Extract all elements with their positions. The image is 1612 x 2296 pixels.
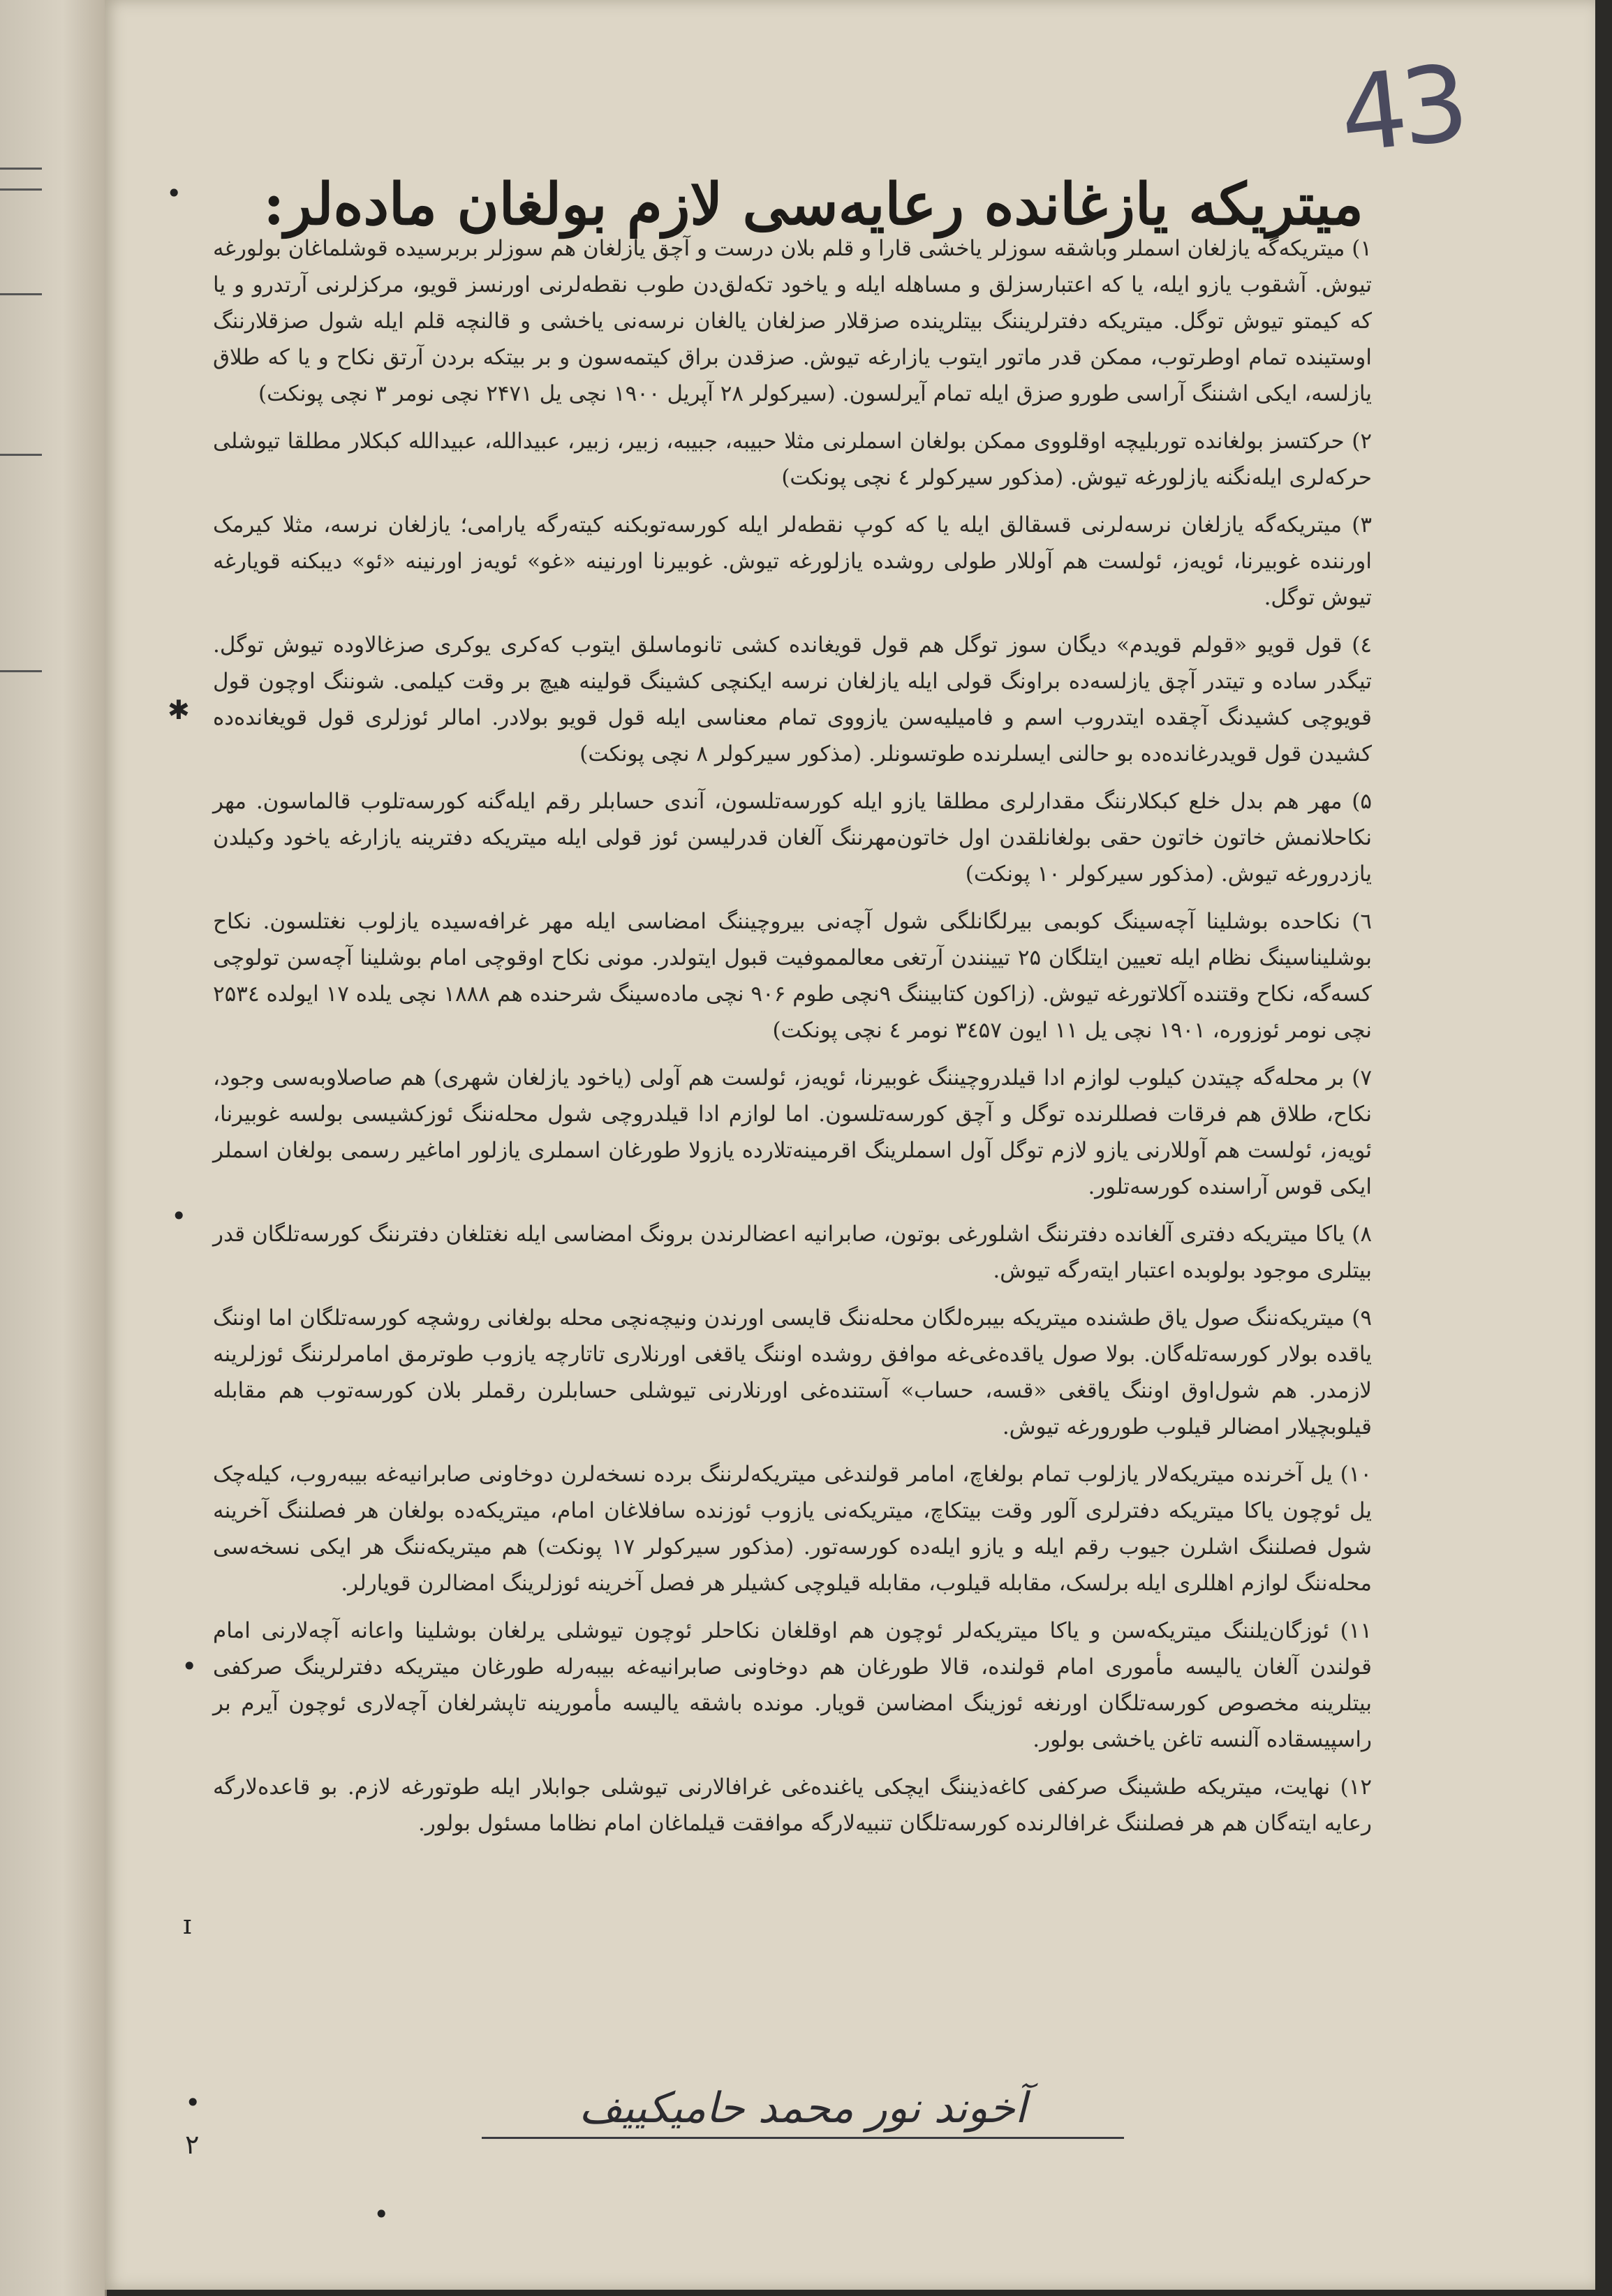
- strip-mark: [0, 168, 42, 170]
- paragraph-3: ۳) میتریکه‌گه یازلغان نرسه‌لرنی قسقالق ایله یا که کوپ نقطه‌لر ایله کورسه‌توبکنه کیته‌رگه یارامی؛ یازلغان نرسه، مثلا کیرمک اورننده غوبیرنا، ئویه‌ز، ئولست هم آوللار طولی روشده یازلورغه تیوش. غوبیرنا اورنینه «غو» ئویه‌ز اورنینه «ئو» دیبکنه قویارغه تیوش توگل.: [213, 512, 1372, 610]
- strip-mark: [0, 454, 42, 456]
- margin-mark: •: [374, 2199, 390, 2230]
- paragraph-11: ۱۱) ئوزگان‌یلننگ میتریکه‌سن و یا‌کا میتریکه‌لر ئوچون هم اوقلغان نکاحلر ئوچون تیوشلی یرلغان بوشلینا واعانه آچه‌لارنی امام قولندن آلغان یالیسه مأموری امام قولنده، قالا طورغان هم دوخاونی صابرانیه‌غه بیبه‌رله طورغان میتریکه دفترلرینگ صرکفی بیتلرینه مخصوص کورسه‌تلگان اورنغه ئوزینگ امضاسن قویار. مونده باشقه یالیسه مأمورینه تاپشرلغان آچه‌لاری ئوچون آیرم بر راسپیسقاده آلنسه تاغن یاخشی بولور.: [213, 1618, 1372, 1752]
- strip-mark: [0, 670, 42, 672]
- paragraph-5: ۵) مهر هم بدل خلع کبکلارننگ مقدارلری مطلقا یازو ایله کورسه‌تلسون، آندی حسابلر رقم ایله‌گنه کورسه‌تلوب قالماسون. مهر نکاحلانمش خاتون خاتون حقی بولغانلقدن اول خاتون‌مهرننگ آلغان قدرلیسن ئوز قولی ایله میتریکه دفترینه یازارغه یاخود وکیلدن یازدرورغه تیوش. (مذکور سیرکولر ۱۰ پونکت): [213, 789, 1372, 887]
- strip-mark: [0, 188, 42, 191]
- signature: آخوند نور محمد حامیکییف: [482, 2084, 1124, 2139]
- paragraph-4: ٤) قول قویو «قولم قویدم» دیگان سوز توگل هم قول قویغانده کشی تانوماسلق ایتوب که‌کری یوکری صزغالاوده تیوش توگل. تیگدر ساده و تیتدر آچق یازلسه‌ده براونگ قولی ایله یازلغان نرسه ایکنچی کشینگ قولینه هیچ بر وقت کیلمی. شوننگ اوچون قول قویوچی کشیدنگ آچقده ایتدروب اسم و فامیلیه‌سن یازووی تمام معناسی ایله قول قویو بولادر. امالر ئوزلری قول قویغانده‌ده کشیدن قول قویدرغانده‌ده بو حالنی ایسلرنده طوتسونلر. (مذکور سیرکولر ۸ نچی پونکت): [213, 632, 1372, 766]
- adjacent-page-strip: [0, 0, 107, 2296]
- document-body: [213, 230, 1372, 1853]
- margin-mark: ✱: [168, 695, 190, 725]
- margin-mark: •: [185, 2087, 201, 2118]
- margin-mark: •: [166, 178, 182, 209]
- paragraph-2: ۲) حرکتسز بولغانده توربلیچه اوقلووی ممکن بولغان اسملرنی مثلا حبیبه، جبیبه، زبیر، زبیر، عبیدالله، عبیدالله کبکلار مطلقا تیوشلی حرکه‌لری ایله‌نگنه یازلورغه تیوش. (مذکور سیرکولر ٤ نچی پونکت): [213, 429, 1372, 490]
- paragraph-8: ۸) یاکا میتریکه دفتری آلغانده دفترننگ اشلورغی بوتون، صابرانیه اعضالرندن برونگ امضاسی ایله نغتلغان دفترننگ کورسه‌تلگان قدر بیتلری موجود بولوبده اعتبار ایته‌رگه تیوش.: [213, 1222, 1372, 1283]
- document-heading: میتریکه یازغانده رعایه‌سی لازم بولغان ماده‌لر:: [263, 170, 1363, 238]
- strip-mark: [0, 293, 42, 295]
- document-page: [105, 0, 1595, 2290]
- margin-mark: •: [182, 1651, 198, 1682]
- paragraph-12: ۱۲) نهایت، میتریکه طشینگ صرکفی کاغه‌ذیننگ ایچکی یاغنده‌غی غرافالارنی تیوشلی جوابلار ایله طوتورغه لازم. بو قاعده‌لارگه رعایه ایته‌گان هم هر فصلننگ غرافالرنده کورسه‌تلگان تنبیه‌لارگه موافقت قیلماغان امام نظاما مسئول بولور.: [213, 1775, 1372, 1836]
- paragraph-9: ۹) میتریکه‌ننگ صول یاق طشنده میتریکه بیبره‌لگان محله‌ننگ قایسی اورندن ونیچه‌نچی محله بولغانی روشچه کورسه‌تلگان اما اوننگ یاقده بولار کورسه‌تله‌گان. بولا صول یاقده‌غی‌غه موافق روشده اوننگ یاقغی اورنلاری تاتارچه یازوب طوترمق امامرلرننگ ئوزلرینه لازمدر. هم شول‌اوق اوننگ یاقغی «قسه، حساب» آستنده‌غی اورنلارنی تیوشلی حسابلرن رقملر بلان کورسه‌توب هم مقابله قیلوبچیلار امضالر قیلوب طورورغه تیوش.: [213, 1305, 1372, 1439]
- paragraph-10: ۱۰) یل آخرنده میتریکه‌لار یازلوب تمام بولغاچ، امامر قولندغی میتریکه‌لرننگ برده نسخه‌لرن دوخاونی صابرانیه‌غه بیبه‌روب، کیله‌چک یل ئوچون یا‌کا میتریکه دفترلری آلور وقت بیتکاچ، میتریکه‌نی یازوب ئوزنده سافلاغان امام، میتریکه‌ده بولغان هر فصلننگ آخرینه شول فصلننگ اشلرن جیوب رقم ایله و یازو ایله‌ده کورسه‌تور. (مذکور سیرکولر ۱۷ پونکت) هم میتریکه‌ننگ هر ایکی نسخه‌سی محله‌ننگ لوازم اهللری ایله برلسک، مقابله قیلوب، مقابله قیلوچی کشیلر هر فصل آخرینه ئوزلرینگ امضالرن قویارلر.: [213, 1462, 1373, 1596]
- margin-mark: ٢: [185, 2129, 200, 2160]
- margin-mark: ɪ: [183, 1909, 192, 1940]
- margin-mark: •: [171, 1201, 187, 1231]
- folio-number: 43: [1334, 43, 1469, 177]
- paragraph-1: ۱) میتریکه‌گه یازلغان اسملر وباشقه سوزلر یاخشی قارا و قلم بلان درست و آچق یازلغان هم سوزلر بر‌برسیده قوشلماغان بولورغه تیوش. آشقوب یازو ایله، یا که اعتبارسزلق و مساهله ایله و یاخود تکه‌لق‌دن طوب نقطه‌لرنی اورنسز قویو، مرکزلرنی آرتدرو و یا که کیمتو تیوش توگل. میتریکه دفترلریننگ بیتلرینده صزقلار صزلغان یالغان نرسه‌نی یاخشی و قالنچه قلم ایله شول صزقلارننگ اوستینده تمام اوطرتوب، ممکن قدر ماتور ایتوب یازارغه تیوش. صزقدن براق کیتمه‌سون و بر بیتکه بردن آرتق نکاح و یا که طلاق یازلسه، ایکی اشننگ آراسی طورو صزق ایله تمام آیرلسون. (سیرکولر ۲۸ آپریل ۱۹۰۰ نچی یل ۲۴۷۱ نچی نومر ۳ نچی پونکت): [213, 236, 1372, 406]
- paragraph-7: ۷) بر محله‌گه چیتدن کیلوب لوازم ادا قیلدروچیننگ غوبیرنا، ئویه‌ز، ئولست هم آولی (یاخود یازلغان شهری) هم صاصلاوبه‌سی وجود، نکاح، طلاق هم فرقات فصللرنده توگل و آچق کورسه‌تلسون. اما لوازم ادا قیلدروچی شول محله‌ننگ ئوزکشیسی بولسه غوبیرنا، ئویه‌ز، ئولست هم آوللارنی یازو لازم توگل آول اسملرینگ اقرمینه‌تلارده یازولا طورغان اسملری یازلور اماغیر رسمی بولغان اسملر ایکی قوس آراسنده کورسه‌تلور.: [213, 1065, 1372, 1199]
- paragraph-6: ٦) نکاحده بوشلینا آچه‌سینگ کوبمی بیرلگانلگی شول آچه‌نی بیروچیننگ امضاسی ایله مهر غرافه‌سیده یازلوب نغتلسون. نکاح بوشلیناسینگ نظام ایله تعیین ایتلگان ۲۵ تیینندن آرتغی معالمموفیت قبول ایتولدر. مونی نکاح اوقوچی امام بوشلینا آچه‌سن تولوچی کسه‌گه، نکاح وقتنده آکلاتورغه تیوش. (زاکون کتابیننگ ۹نچی طوم ۹۰۶ نچی ماده‌سینگ شرحنده هم ۱۸۸۸ نچی یلده ۱۷ ایولده ۲۵۳٤ نچی نومر ئوزوره، ۱۹۰۱ نچی یل ۱۱ ایون ۳٤۵۷ نومر ٤ نچی پونکت): [213, 909, 1372, 1043]
